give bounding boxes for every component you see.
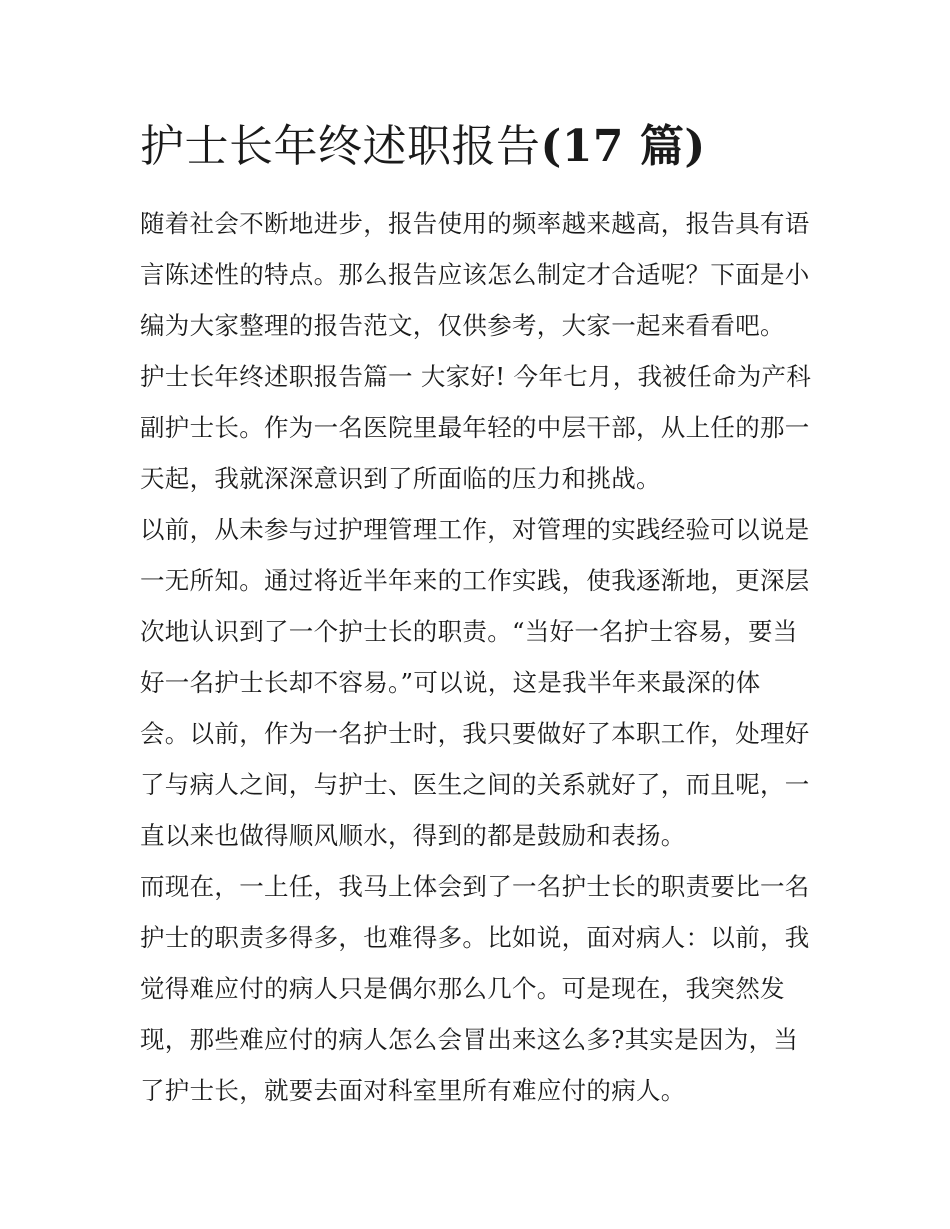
text-line: 现，那些难应付的病人怎么会冒出来这么多?其实是因为，当: [140, 1025, 799, 1054]
text-line: 护士长年终述职报告篇一 大家好! 今年七月，我被任命为产科: [140, 362, 812, 391]
text-line: 次地认识到了一个护士长的职责。“当好一名护士容易，要当: [140, 617, 798, 646]
document-body: [140, 198, 820, 1116]
text-line: 好一名护士长却不容易。”可以说，这是我半年来最深的体: [140, 668, 761, 697]
text-line: 天起，我就深深意识到了所面临的压力和挑战。: [140, 464, 661, 493]
text-line: 了护士长，就要去面对科室里所有难应付的病人。: [140, 1076, 686, 1105]
text-line: 随着社会不断地进步，报告使用的频率越来越高，报告具有语: [140, 209, 810, 238]
document-title: [140, 116, 820, 178]
text-line: 觉得难应付的病人只是偶尔那么几个。可是现在，我突然发: [140, 974, 785, 1003]
text-line: 以前，从未参与过护理管理工作，对管理的实践经验可以说是: [140, 515, 810, 544]
text-line: 而现在，一上任，我马上体会到了一名护士长的职责要比一名: [140, 872, 810, 901]
text-line: 一无所知。通过将近半年来的工作实践，使我逐渐地，更深层: [140, 566, 810, 595]
text-line: 护士的职责多得多，也难得多。比如说，面对病人：以前，我: [140, 923, 810, 952]
text-line: 会。以前，作为一名护士时，我只要做好了本职工作，处理好: [140, 719, 810, 748]
text-line: 直以来也做得顺风顺水，得到的都是鼓励和表扬。: [140, 821, 686, 850]
text-line: 副护士长。作为一名医院里最年轻的中层干部，从上任的那一: [140, 413, 810, 442]
title-count: (17 篇): [540, 121, 706, 172]
title-main: 护士长年终述职报告: [140, 121, 541, 172]
text-line: 了与病人之间，与护士、医生之间的关系就好了，而且呢，一: [140, 770, 810, 799]
text-line: 言陈述性的特点。那么报告应该怎么制定才合适呢？下面是小: [140, 260, 810, 289]
text-line: 编为大家整理的报告范文，仅供参考，大家一起来看看吧。: [140, 311, 785, 340]
